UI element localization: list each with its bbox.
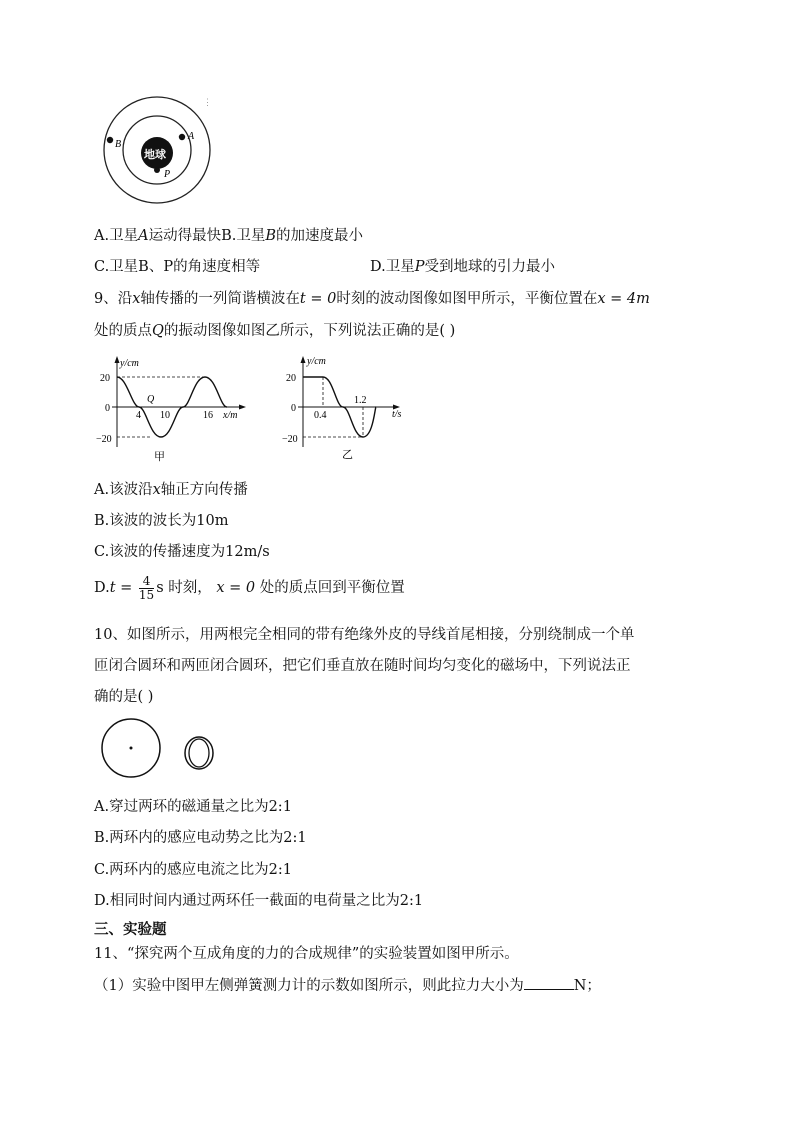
q10-stem-line1: 10、如图所示，用两根完全相同的带有绝缘外皮的导线首尾相接，分别绕制成一个单 bbox=[94, 627, 635, 643]
yi-y-top: 20 bbox=[286, 373, 296, 384]
q10-option-b: B.两环内的感应电动势之比为2:1 bbox=[94, 830, 307, 846]
q9-fraction: $\frac{4}{15}$ bbox=[138, 573, 155, 602]
vibration-graph-yi bbox=[278, 350, 408, 462]
q9-option-a: A.该波沿x轴正方向传播 bbox=[94, 482, 248, 498]
q10-option-a: A.穿过两环的磁通量之比为2:1 bbox=[94, 799, 292, 815]
label-a: A bbox=[188, 131, 195, 142]
jia-caption: 甲 bbox=[154, 451, 165, 463]
yi-caption: 乙 bbox=[342, 449, 353, 461]
yi-y-bottom: −20 bbox=[282, 434, 298, 445]
answer-blank[interactable] bbox=[524, 975, 574, 990]
yi-tick-12: 1.2 bbox=[354, 395, 367, 406]
yi-tick-04: 0.4 bbox=[314, 410, 327, 421]
label-b: B bbox=[115, 139, 122, 150]
q11-part1: （1）实验中图甲左侧弹簧测力计的示数如图所示，则此拉力大小为 N； bbox=[94, 975, 601, 996]
q8-option-d: D.卫星P受到地球的引力最小 bbox=[370, 259, 555, 275]
satellite-a bbox=[179, 134, 185, 140]
section-title: 三、实验题 bbox=[94, 921, 167, 938]
q8-option-c: C.卫星B、P的角速度相等 bbox=[94, 259, 261, 275]
q11-stem: 11、“探究两个互成角度的力的合成规律”的实验装置如图甲所示。 bbox=[94, 946, 519, 962]
q8-option-a-b: A.卫星A运动得最快B.卫星B的加速度最小 bbox=[94, 228, 363, 244]
q9-option-d: D.t = $\frac{4}{15}$ s 时刻， x = 0 处的质点回到平衡位置 bbox=[94, 573, 405, 602]
q9-option-b: B.该波的波长为10m bbox=[94, 513, 229, 529]
q10-option-c: C.两环内的感应电流之比为2:1 bbox=[94, 862, 293, 878]
q10-stem-line2: 匝闭合圆环和两匝闭合圆环，把它们垂直放在随时间均匀变化的磁场中，下列说法正 bbox=[94, 658, 631, 674]
yi-xlabel: t/s bbox=[392, 409, 402, 420]
q9-stem-line1: 9、沿x轴传播的一列简谐横波在t = 0时刻的波动图像如图甲所示，平衡位置在x = 4m bbox=[94, 291, 650, 307]
jia-tick-16: 16 bbox=[203, 410, 213, 421]
ring-figure bbox=[98, 716, 228, 781]
yi-y-zero: 0 bbox=[291, 403, 296, 414]
yi-ylabel: y/cm bbox=[307, 356, 326, 367]
q10-stem-line3: 确的是( ) bbox=[94, 689, 154, 705]
jia-ylabel: y/cm bbox=[120, 358, 139, 369]
satellite-p bbox=[154, 167, 160, 173]
jia-y-bottom: −20 bbox=[96, 434, 112, 445]
earth-label: 地球 bbox=[144, 149, 166, 161]
ring-center bbox=[130, 747, 133, 750]
satellite-orbit-figure bbox=[100, 95, 220, 210]
jia-y-zero: 0 bbox=[105, 403, 110, 414]
two-turn-ring-inner bbox=[189, 739, 209, 767]
jia-point-q: Q bbox=[147, 394, 155, 405]
q9-option-c: C.该波的传播速度为12m/s bbox=[94, 544, 270, 560]
jia-tick-4: 4 bbox=[136, 410, 141, 421]
jia-tick-10: 10 bbox=[160, 410, 170, 421]
jia-xlabel: x/m bbox=[223, 410, 238, 421]
satellite-b bbox=[107, 137, 113, 143]
label-p: P bbox=[164, 169, 171, 180]
q9-stem-line2: 处的质点Q的振动图像如图乙所示，下列说法正确的是( ) bbox=[94, 323, 456, 339]
q10-option-d: D.相同时间内通过两环任一截面的电荷量之比为2:1 bbox=[94, 893, 424, 909]
wave-graph-jia bbox=[92, 352, 252, 464]
svg-text:⋮: ⋮ bbox=[203, 97, 212, 107]
jia-y-top: 20 bbox=[100, 373, 110, 384]
